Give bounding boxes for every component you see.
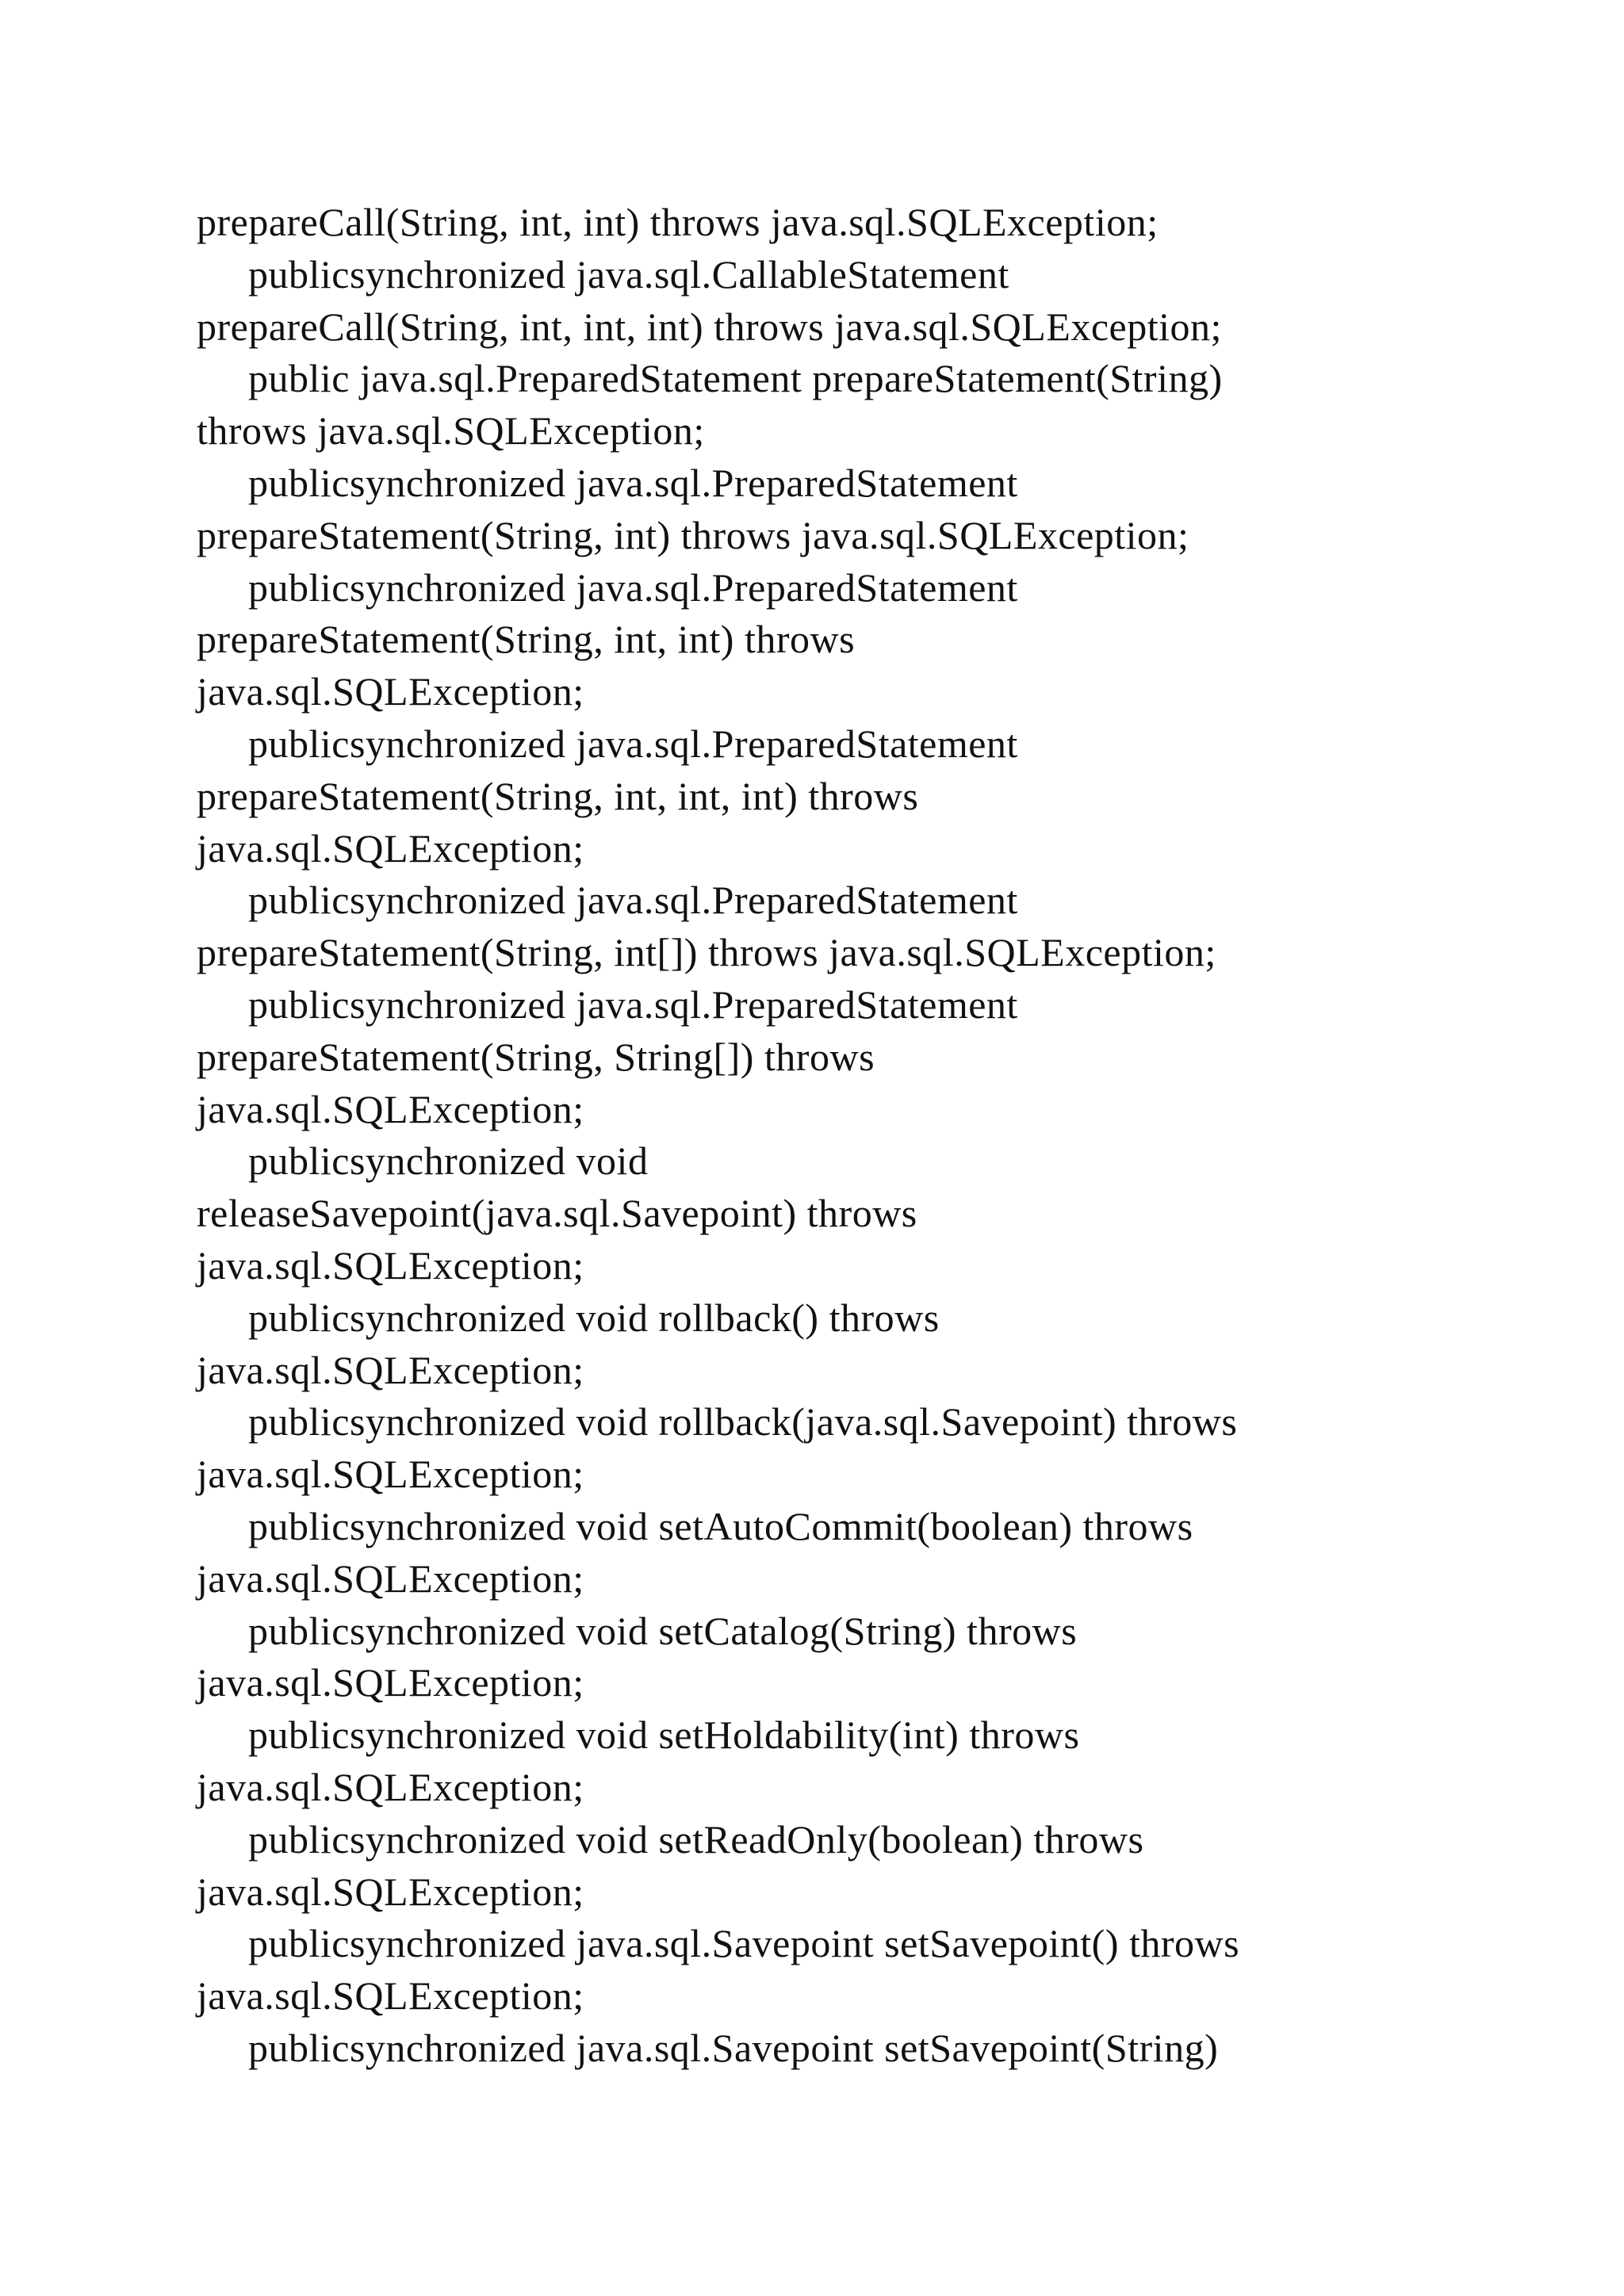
text-line: java.sql.SQLException; xyxy=(197,1556,584,1601)
text-line: publicsynchronized java.sql.PreparedStatement xyxy=(248,460,1018,505)
text-line: prepareStatement(String, String[]) throws xyxy=(197,1034,875,1079)
text-line: publicsynchronized java.sql.Savepoint setSavepoint() throws xyxy=(248,1921,1240,1966)
text-line: publicsynchronized void rollback() throws xyxy=(248,1295,940,1340)
text-line: prepareStatement(String, int[]) throws java.sql.SQLException; xyxy=(197,930,1216,975)
text-line: publicsynchronized java.sql.CallableStatement xyxy=(248,251,1009,297)
text-line: java.sql.SQLException; xyxy=(197,825,584,871)
text-line: publicsynchronized java.sql.PreparedStatement xyxy=(248,564,1018,610)
text-line: java.sql.SQLException; xyxy=(197,1452,584,1497)
text-line: java.sql.SQLException; xyxy=(197,1660,584,1705)
text-line: publicsynchronized void setHoldability(int) throws xyxy=(248,1712,1080,1758)
text-line: prepareStatement(String, int, int, int) throws xyxy=(197,773,919,818)
text-line: java.sql.SQLException; xyxy=(197,1086,584,1131)
text-line: publicsynchronized java.sql.PreparedStatement xyxy=(248,721,1018,766)
text-line: prepareCall(String, int, int) throws java.sql.SQLException; xyxy=(197,200,1159,244)
text-line: java.sql.SQLException; xyxy=(197,1973,584,2019)
text-line: publicsynchronized void xyxy=(248,1138,649,1184)
text-line: java.sql.SQLException; xyxy=(197,1242,584,1288)
text-line: prepareCall(String, int, int, int) throws java.sql.SQLException; xyxy=(197,304,1222,349)
text-line: java.sql.SQLException; xyxy=(197,669,584,714)
text-line: java.sql.SQLException; xyxy=(197,1347,584,1392)
text-line: java.sql.SQLException; xyxy=(197,1869,584,1914)
text-line: publicsynchronized java.sql.Savepoint setSavepoint(String) xyxy=(248,2025,1219,2070)
text-line: publicsynchronized void rollback(java.sql.Savepoint) throws xyxy=(248,1399,1238,1445)
text-line: publicsynchronized void setCatalog(String) throws xyxy=(248,1608,1078,1653)
text-line: prepareStatement(String, int) throws java.sql.SQLException; xyxy=(197,512,1189,557)
text-line: throws java.sql.SQLException; xyxy=(197,408,705,453)
text-line: publicsynchronized java.sql.PreparedStatement xyxy=(248,982,1018,1027)
text-line: releaseSavepoint(java.sql.Savepoint) throws xyxy=(197,1191,917,1236)
text-line: public java.sql.PreparedStatement prepareStatement(String) xyxy=(248,356,1223,401)
text-line: prepareStatement(String, int, int) throws xyxy=(197,617,856,662)
document-body xyxy=(197,197,1481,2075)
text-line: publicsynchronized void setReadOnly(boolean) throws xyxy=(248,1816,1144,1862)
text-line: publicsynchronized java.sql.PreparedStatement xyxy=(248,878,1018,923)
text-line: java.sql.SQLException; xyxy=(197,1764,584,1809)
text-line: publicsynchronized void setAutoCommit(boolean) throws xyxy=(248,1503,1193,1548)
